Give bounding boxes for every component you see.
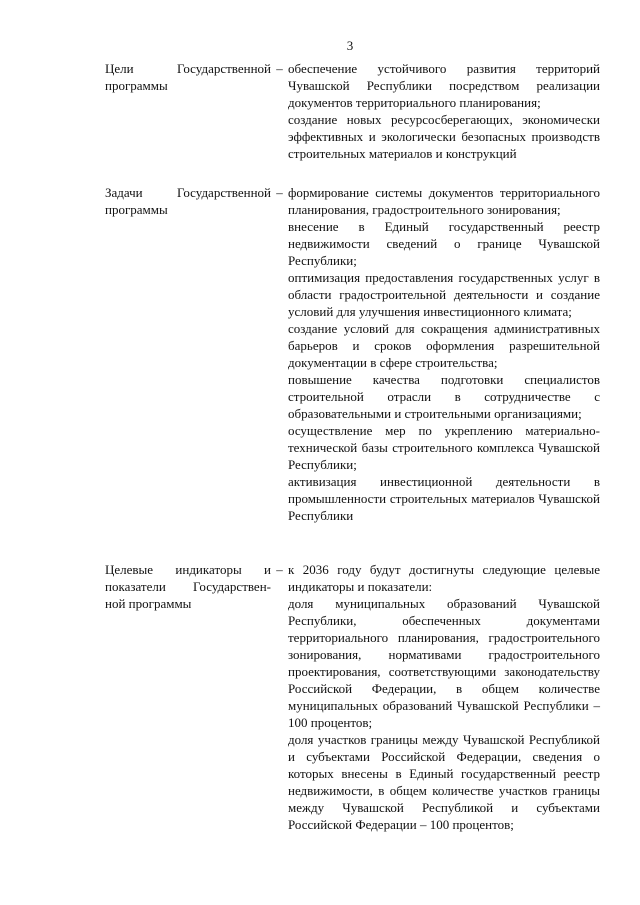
page-number: 3 — [346, 38, 354, 53]
indicators-label — [105, 561, 271, 833]
goals-label-line: программы — [105, 78, 168, 93]
tasks-paragraph: повышение качества подготовки специалистов строительной отрасли в сотрудничестве с образовательными и строительными организациями; — [288, 372, 600, 421]
indicators-paragraph: доля участков границы между Чувашской Республикой и субъектами Российской Федерации, сведения о которых внесены в Единый государственный реестр недвижимости, в общем количестве участков границы между Чувашской Республикой и субъектами Российской Федерации – 100 процентов; — [288, 732, 600, 832]
goals-content — [288, 60, 600, 162]
tasks-paragraph: формирование системы документов территориального планирования, градостроительного зонирования; — [288, 185, 600, 217]
indicators-section — [105, 561, 600, 833]
goals-paragraph: обеспечение устойчивого развития территорий Чувашской Республики посредством реализации документов территориального планирования; — [288, 61, 600, 110]
tasks-label — [105, 184, 271, 524]
tasks-paragraph: оптимизация предоставления государственных услуг в области градостроительной деятельности и создание условий для улучшения инвестиционного климата; — [288, 270, 600, 319]
tasks-paragraph: создание условий для сокращения административных барьеров и сроков оформления разрешительной документации в сфере строительства; — [288, 321, 600, 370]
goals-paragraph: создание новых ресурсосберегающих, экономически эффективных и экологически безопасных производств строительных материалов и конструкций — [288, 112, 600, 161]
tasks-content — [288, 184, 600, 524]
goals-section — [105, 60, 600, 162]
tasks-label-line: программы — [105, 202, 168, 217]
tasks-label-line: Задачи Государственной — [105, 185, 271, 200]
goals-label — [105, 60, 271, 162]
indicators-paragraph: доля муниципальных образований Чувашской Республики, обеспеченных документами территориального планирования, градостроительного зонирования, нормативами градостроительного проектирования, соответствующими законодательству Российской Федерации, в общем количестве муниципальных образований Чувашской Республики – 100 процентов; — [288, 596, 600, 730]
indicators-label-line: показатели Государствен- — [105, 579, 271, 594]
goals-dash: – — [276, 61, 283, 76]
tasks-section — [105, 184, 600, 524]
indicators-label-line: ной программы — [105, 596, 192, 611]
tasks-paragraph: активизация инвестиционной деятельности в промышленности строительных материалов Чувашской Республики — [288, 474, 600, 523]
goals-label-line: Цели Государственной — [105, 61, 271, 76]
indicators-paragraph: к 2036 году будут достигнуты следующие целевые индикаторы и показатели: — [288, 562, 600, 594]
tasks-paragraph: внесение в Единый государственный реестр недвижимости сведений о границе Чувашской Республики; — [288, 219, 600, 268]
tasks-dash: – — [276, 185, 283, 200]
indicators-content — [288, 561, 600, 833]
indicators-dash: – — [276, 562, 283, 577]
indicators-label-line: Целевые индикаторы и — [105, 562, 271, 577]
tasks-paragraph: осуществление мер по укреплению материально-технической базы строительного комплекса Чувашской Республики; — [288, 423, 600, 472]
